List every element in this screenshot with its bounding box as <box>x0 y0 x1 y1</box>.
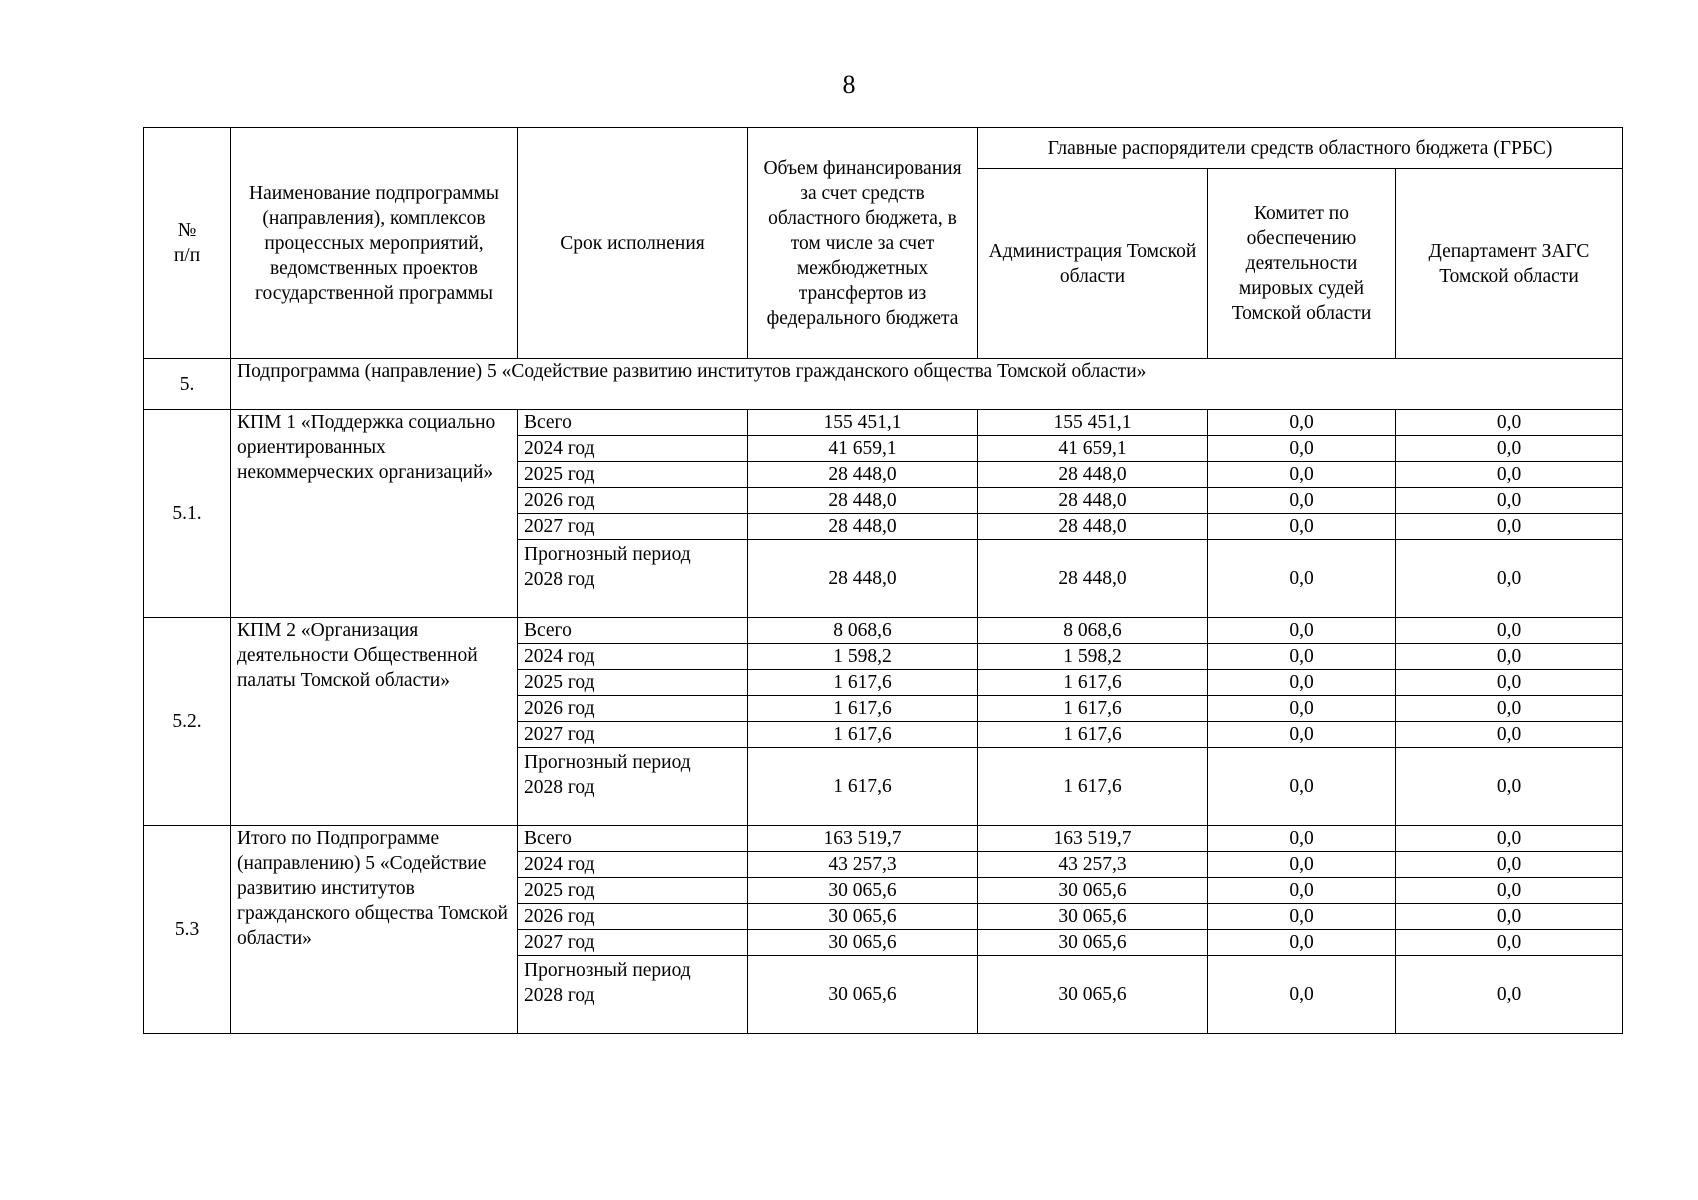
period-cell: 2026 год <box>518 696 748 722</box>
volume-cell: 30 065,6 <box>748 878 978 904</box>
committee-cell: 0,0 <box>1208 826 1396 852</box>
volume-cell: 30 065,6 <box>748 904 978 930</box>
zags-cell: 0,0 <box>1396 930 1623 956</box>
zags-cell: 0,0 <box>1396 852 1623 878</box>
volume-cell: 43 257,3 <box>748 852 978 878</box>
program-name: КПМ 2 «Организация деятельности Общественной палаты Томской области» <box>231 618 518 826</box>
row-number: 5.3 <box>144 826 231 1034</box>
admin-cell: 1 617,6 <box>978 670 1208 696</box>
admin-cell: 28 448,0 <box>978 488 1208 514</box>
admin-cell: 155 451,1 <box>978 410 1208 436</box>
volume-cell: 30 065,6 <box>748 930 978 956</box>
volume-cell: 1 617,6 <box>748 722 978 748</box>
period-cell: Всего <box>518 826 748 852</box>
header-grbs: Главные распорядители средств областного бюджета (ГРБС) <box>978 128 1623 169</box>
period-cell: 2025 год <box>518 462 748 488</box>
header-admin: Администрация Томской области <box>978 169 1208 359</box>
volume-cell: 1 598,2 <box>748 644 978 670</box>
header-name: Наименование подпрограммы (направления), комплексов процессных мероприятий, ведомственных проектов государственной программы <box>231 128 518 359</box>
zags-cell: 0,0 <box>1396 670 1623 696</box>
committee-cell: 0,0 <box>1208 488 1396 514</box>
table-row <box>144 410 1623 436</box>
zags-cell: 0,0 <box>1396 696 1623 722</box>
committee-cell: 0,0 <box>1208 930 1396 956</box>
admin-cell: 41 659,1 <box>978 436 1208 462</box>
program-name: Итого по Подпрограмме (направлению) 5 «Содействие развитию институтов гражданского общества Томской области» <box>231 826 518 1034</box>
zags-cell: 0,0 <box>1396 878 1623 904</box>
committee-cell: 0,0 <box>1208 436 1396 462</box>
committee-cell: 0,0 <box>1208 410 1396 436</box>
period-cell: Всего <box>518 410 748 436</box>
zags-cell: 0,0 <box>1396 904 1623 930</box>
committee-cell: 0,0 <box>1208 748 1396 826</box>
section-row <box>144 359 1623 410</box>
admin-cell: 30 065,6 <box>978 930 1208 956</box>
row-number: 5.1. <box>144 410 231 618</box>
volume-cell: 1 617,6 <box>748 670 978 696</box>
zags-cell: 0,0 <box>1396 436 1623 462</box>
period-cell: 2026 год <box>518 488 748 514</box>
zags-cell: 0,0 <box>1396 410 1623 436</box>
admin-cell: 8 068,6 <box>978 618 1208 644</box>
table-row <box>144 826 1623 852</box>
period-cell: Всего <box>518 618 748 644</box>
admin-cell: 30 065,6 <box>978 878 1208 904</box>
section-title: Подпрограмма (направление) 5 «Содействие развитию институтов гражданского общества Томской области» <box>231 359 1623 410</box>
volume-cell: 1 617,6 <box>748 696 978 722</box>
header-zags: Департамент ЗАГС Томской области <box>1396 169 1623 359</box>
period-cell: Прогнозный период 2028 год <box>518 540 748 618</box>
zags-cell: 0,0 <box>1396 644 1623 670</box>
header-committee: Комитет по обеспечению деятельности мировых судей Томской области <box>1208 169 1396 359</box>
zags-cell: 0,0 <box>1396 722 1623 748</box>
section-num: 5. <box>144 359 231 410</box>
period-cell: 2027 год <box>518 722 748 748</box>
admin-cell: 30 065,6 <box>978 904 1208 930</box>
zags-cell: 0,0 <box>1396 488 1623 514</box>
committee-cell: 0,0 <box>1208 904 1396 930</box>
volume-cell: 155 451,1 <box>748 410 978 436</box>
volume-cell: 1 617,6 <box>748 748 978 826</box>
committee-cell: 0,0 <box>1208 514 1396 540</box>
period-cell: 2024 год <box>518 852 748 878</box>
volume-cell: 28 448,0 <box>748 540 978 618</box>
admin-cell: 1 617,6 <box>978 748 1208 826</box>
committee-cell: 0,0 <box>1208 644 1396 670</box>
volume-cell: 28 448,0 <box>748 514 978 540</box>
volume-cell: 163 519,7 <box>748 826 978 852</box>
period-cell: Прогнозный период 2028 год <box>518 748 748 826</box>
period-cell: 2024 год <box>518 436 748 462</box>
period-cell: 2024 год <box>518 644 748 670</box>
zags-cell: 0,0 <box>1396 462 1623 488</box>
zags-cell: 0,0 <box>1396 514 1623 540</box>
zags-cell: 0,0 <box>1396 748 1623 826</box>
committee-cell: 0,0 <box>1208 722 1396 748</box>
admin-cell: 1 598,2 <box>978 644 1208 670</box>
period-cell: 2027 год <box>518 514 748 540</box>
admin-cell: 43 257,3 <box>978 852 1208 878</box>
header-num: № п/п <box>144 128 231 359</box>
admin-cell: 1 617,6 <box>978 696 1208 722</box>
admin-cell: 1 617,6 <box>978 722 1208 748</box>
program-name: КПМ 1 «Поддержка социально ориентированных некоммерческих организаций» <box>231 410 518 618</box>
committee-cell: 0,0 <box>1208 852 1396 878</box>
budget-table <box>143 127 1623 1034</box>
period-cell: 2027 год <box>518 930 748 956</box>
committee-cell: 0,0 <box>1208 956 1396 1034</box>
period-cell: Прогнозный период 2028 год <box>518 956 748 1034</box>
table-row <box>144 618 1623 644</box>
volume-cell: 28 448,0 <box>748 488 978 514</box>
committee-cell: 0,0 <box>1208 696 1396 722</box>
header-volume: Объем финансирования за счет средств областного бюджета, в том числе за счет межбюджетных трансфертов из федерального бюджета <box>748 128 978 359</box>
period-cell: 2025 год <box>518 878 748 904</box>
admin-cell: 163 519,7 <box>978 826 1208 852</box>
admin-cell: 28 448,0 <box>978 540 1208 618</box>
committee-cell: 0,0 <box>1208 670 1396 696</box>
volume-cell: 8 068,6 <box>748 618 978 644</box>
period-cell: 2026 год <box>518 904 748 930</box>
committee-cell: 0,0 <box>1208 878 1396 904</box>
admin-cell: 28 448,0 <box>978 514 1208 540</box>
committee-cell: 0,0 <box>1208 462 1396 488</box>
admin-cell: 28 448,0 <box>978 462 1208 488</box>
volume-cell: 41 659,1 <box>748 436 978 462</box>
row-number: 5.2. <box>144 618 231 826</box>
committee-cell: 0,0 <box>1208 618 1396 644</box>
page-number: 8 <box>842 70 856 99</box>
zags-cell: 0,0 <box>1396 618 1623 644</box>
zags-cell: 0,0 <box>1396 540 1623 618</box>
committee-cell: 0,0 <box>1208 540 1396 618</box>
volume-cell: 30 065,6 <box>748 956 978 1034</box>
volume-cell: 28 448,0 <box>748 462 978 488</box>
header-term: Срок исполнения <box>518 128 748 359</box>
zags-cell: 0,0 <box>1396 956 1623 1034</box>
period-cell: 2025 год <box>518 670 748 696</box>
admin-cell: 30 065,6 <box>978 956 1208 1034</box>
zags-cell: 0,0 <box>1396 826 1623 852</box>
